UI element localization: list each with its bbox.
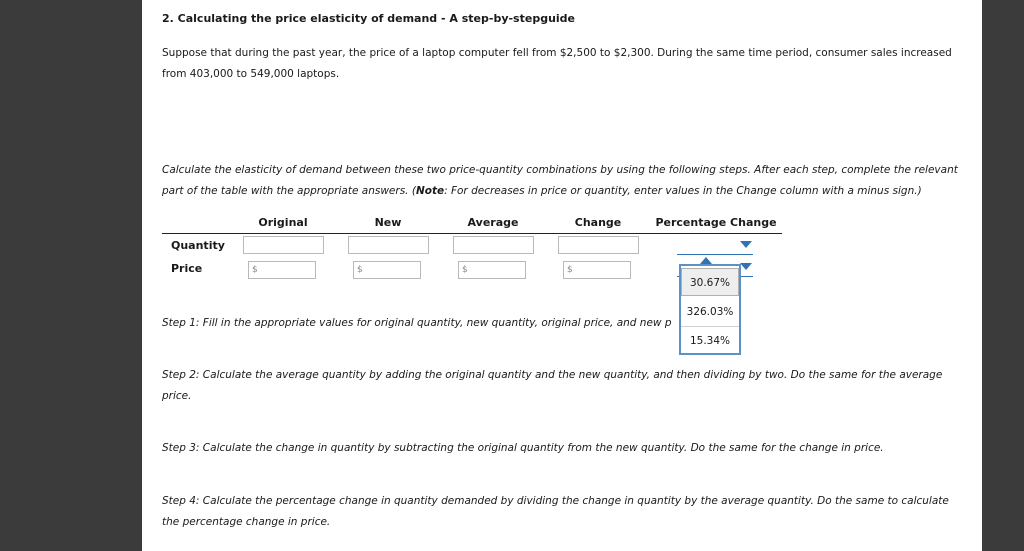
price-change-input[interactable]: $ (563, 261, 631, 279)
step-4-line-1: Step 4: Calculate the percentage change in quantity demanded by dividing the change in quantity by the average quantity. Do the same to calculate (162, 495, 949, 507)
instruction-line-2-end: : For decreases in price or quantity, enter values in the Change column with a minus sign.) (444, 185, 922, 197)
instruction-line-2-start: part of the table with the appropriate answers. ( (162, 185, 416, 197)
intro-line-2: from 403,000 to 549,000 laptops. (162, 68, 340, 80)
note-label: Note (415, 185, 445, 197)
intro-line-1: Suppose that during the past year, the price of a laptop computer fell from $2,500 to $2,300. During the same time period, consumer sales increased (162, 47, 952, 59)
header-average: Average (467, 216, 519, 229)
quantity-change-input[interactable] (558, 236, 639, 254)
instruction-line-2 (162, 181, 922, 202)
instruction-line-1: Calculate the elasticity of demand between these two price-quantity combinations by using the following steps. After each step, complete the relevant (162, 164, 958, 176)
table-header-rule (162, 233, 782, 234)
quantity-original-input[interactable] (243, 236, 324, 254)
row-label-quantity: Quantity (171, 239, 225, 252)
row-label-price: Price (171, 262, 203, 275)
header-change: Change (574, 216, 622, 229)
header-percentage-change: Percentage Change (655, 216, 777, 229)
step-3-text: Step 3: Calculate the change in quantity by subtracting the original quantity from the new quantity. Do the same for the change in price. (162, 442, 884, 454)
quantity-average-input[interactable] (453, 236, 534, 254)
dropdown-option[interactable]: 326.03% (681, 298, 739, 327)
step-4-line-2: the percentage change in price. (162, 516, 331, 528)
percentage-change-dropdown-menu (679, 264, 741, 355)
price-average-input[interactable]: $ (458, 261, 526, 279)
question-title: 2. Calculating the price elasticity of demand - A step-by-stepguide (162, 12, 576, 25)
header-original: Original (258, 216, 308, 229)
price-percentage-chevron-down-icon[interactable] (740, 263, 752, 270)
dropdown-pointer-icon (700, 257, 712, 264)
price-new-input[interactable]: $ (353, 261, 421, 279)
quantity-new-input[interactable] (348, 236, 429, 254)
step-1-text: Step 1: Fill in the appropriate values for original quantity, new quantity, original price, and new p (162, 317, 672, 329)
quantity-percentage-select[interactable] (677, 254, 753, 255)
dropdown-option[interactable]: 15.34% (689, 335, 731, 347)
price-original-input[interactable]: $ (248, 261, 316, 279)
step-2-line-2: price. (162, 390, 192, 402)
quantity-percentage-chevron-down-icon[interactable] (740, 241, 752, 248)
dropdown-option[interactable]: 30.67% (681, 268, 739, 296)
step-2-line-1: Step 2: Calculate the average quantity by adding the original quantity and the new quantity, and then dividing by two. Do the same for the average (162, 369, 943, 381)
header-new: New (374, 216, 402, 229)
question-page (142, 0, 982, 551)
